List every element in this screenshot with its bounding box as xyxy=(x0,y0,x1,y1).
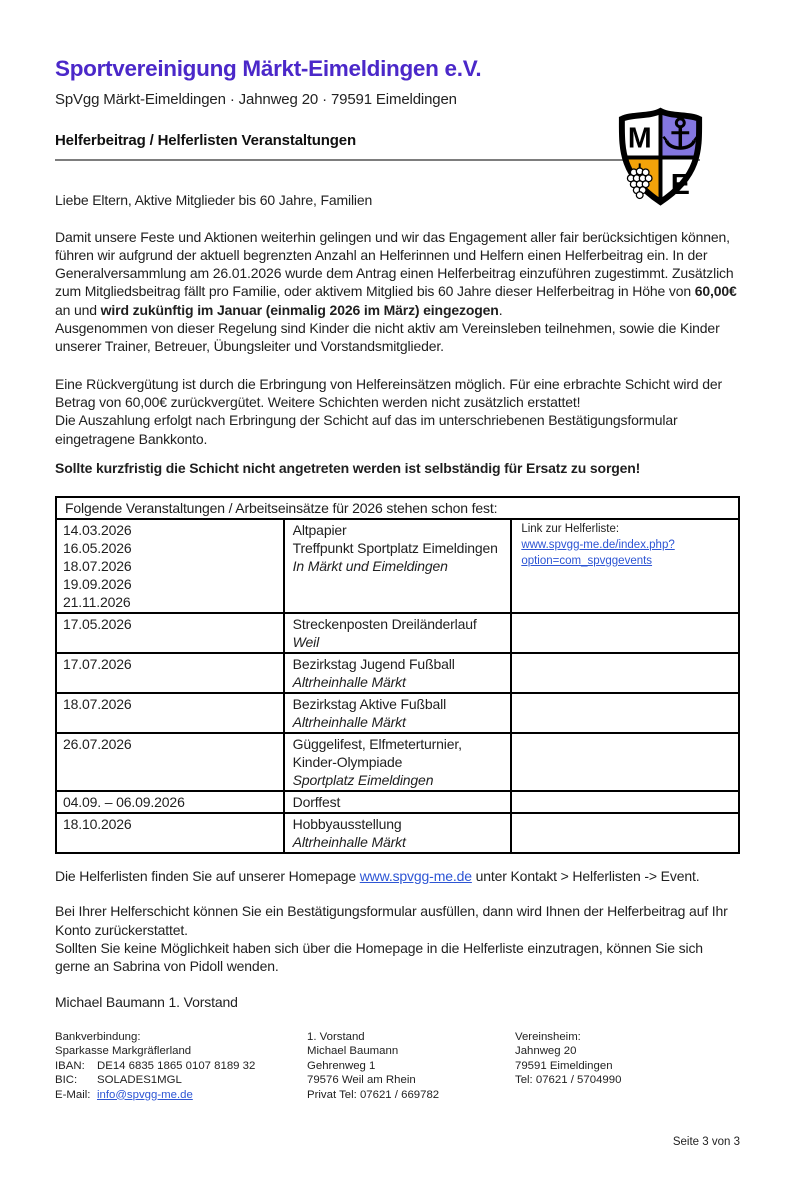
email-link[interactable]: info@spvgg-me.de xyxy=(97,1088,193,1101)
header-divider xyxy=(55,159,700,161)
table-row-hobbyausstellung xyxy=(56,813,739,853)
event-cell: Bezirkstag Aktive Fußball Altrheinhalle Märkt xyxy=(284,693,512,733)
event-cell: Hobbyausstellung Altrheinhalle Märkt xyxy=(284,813,512,853)
club-address-line: SpVgg Märkt-Eimeldingen · Jahnweg 20 · 79591 Eimeldingen xyxy=(55,91,457,108)
link-cell xyxy=(511,519,739,613)
crest-m-letter: M xyxy=(627,122,652,155)
event-cell: Güggelifest, Elfmeterturnier, Kinder-Olympiade Sportplatz Eimeldingen xyxy=(284,733,512,791)
date-cell: 26.07.2026 xyxy=(56,733,284,791)
date-cell: 18.07.2026 xyxy=(56,693,284,733)
club-crest-logo xyxy=(611,104,710,207)
document-page xyxy=(0,55,794,1178)
table-header-row xyxy=(56,497,739,519)
clubhouse-column: Vereinsheim: Jahnweg 20 79591 Eimeldingen Tel: 07621 / 5704990 xyxy=(515,1030,622,1087)
homepage-paragraph: Die Helferlisten finden Sie auf unserer Homepage www.spvgg-me.de unter Kontakt > Helferlisten -> Event. xyxy=(55,868,700,885)
helferliste-link-label: Link zur Helferliste: xyxy=(521,523,620,536)
refund-paragraph: Eine Rückvergütung ist durch die Erbringung von Helfereinsätzen möglich. Für eine erbrachte Schicht wird der Betrag von 60,00€ zurückvergütet. Weitere Schichten werden nicht zusätzlich erstattet! Die Auszahlung erfolgt nach Erbringung der Schicht auf das im unterschriebenen Bestätigungsformular eingetragene Bankkonto. xyxy=(55,375,723,447)
table-row-bezirkstag-jugend xyxy=(56,653,739,693)
event-cell: Bezirkstag Jugend Fußball Altrheinhalle Märkt xyxy=(284,653,512,693)
chairman-column: 1. Vorstand Michael Baumann Gehrenweg 1 79576 Weil am Rhein Privat Tel: 07621 / 669782 xyxy=(307,1030,440,1101)
link-cell xyxy=(511,733,739,791)
helferliste-link[interactable]: www.spvgg-me.de/index.php?option=com_spvggevents xyxy=(521,539,675,568)
homepage-link[interactable]: www.spvgg-me.de xyxy=(359,868,472,885)
link-cell xyxy=(511,653,739,693)
table-row-streckenposten xyxy=(56,613,739,653)
table-row-bezirkstag-aktive xyxy=(56,693,739,733)
replacement-warning: Sollte kurzfristig die Schicht nicht angetreten werden ist selbständig für Ersatz zu sorgen! xyxy=(55,459,641,476)
table-row-gueggelifest xyxy=(56,733,739,791)
document-heading: Helferbeitrag / Helferlisten Veranstaltungen xyxy=(55,132,356,149)
bank-details-column: Bankverbindung: Sparkasse Markgräflerland IBAN: DE14 6835 1865 0107 8189 32 BIC: SOLADES1MGL E-Mail: info@spvgg-me.de xyxy=(55,1030,256,1101)
date-cell: 17.05.2026 xyxy=(56,613,284,653)
table-header-cell: Folgende Veranstaltungen / Arbeitseinsätze für 2026 stehen schon fest: xyxy=(56,497,739,519)
link-cell xyxy=(511,813,739,853)
date-cell: 18.10.2026 xyxy=(56,813,284,853)
contact-footer xyxy=(55,1030,740,1102)
table-row-altpapier xyxy=(56,519,739,613)
table-row-dorffest xyxy=(56,791,739,813)
salutation-text: Liebe Eltern, Aktive Mitglieder bis 60 Jahre, Familien xyxy=(55,192,373,209)
intro-paragraph: Damit unsere Feste und Aktionen weiterhin gelingen und wir das Engagement aller fair berücksichtigen können, führen wir aufgrund der aktuell begrenzten Anzahl an Helferinnen und Helfern einen Helferbeitrag ein. In der Generalversammlung am 26.01.2026 wurde dem Antrag einen Helferbeitrag einzuführen zugestimmt. Zusätzlich zum Mitgliedsbeitrag fällt pro Familie, oder aktivem Mitglied bis 60 Jahre dieser Helferbeitrag in Höhe von 60,00€ an und wird zukünftig im Januar (einmalig 2026 im März) eingezogen. Ausgenommen von dieser Regelung sind Kinder die nicht aktiv am Vereinsleben teilnehmen, sowie die Kinder unserer Trainer, Betreuer, Übungsleiter und Vorstandsmitglieder. xyxy=(55,228,737,355)
event-cell: Dorffest xyxy=(284,791,512,813)
event-cell: Altpapier Treffpunkt Sportplatz Eimeldingen In Märkt und Eimeldingen xyxy=(284,519,512,613)
date-cell: 14.03.2026 16.05.2026 18.07.2026 19.09.2026 21.11.2026 xyxy=(56,519,284,613)
signature-line: Michael Baumann 1. Vorstand xyxy=(55,993,238,1010)
link-cell xyxy=(511,693,739,733)
event-cell: Streckenposten Dreiländerlauf Weil xyxy=(284,613,512,653)
club-title: Sportvereinigung Märkt-Eimeldingen e.V. xyxy=(55,56,482,81)
confirmation-paragraph: Bei Ihrer Helferschicht können Sie ein Bestätigungsformular ausfüllen, dann wird Ihnen der Helferbeitrag auf Ihr Konto zurückerstattet. Sollten Sie keine Möglichkeit haben sich über die Homepage in die Helferliste einzutragen, können Sie sich gerne an Sabrina von Pidoll wenden. xyxy=(55,903,728,975)
link-cell xyxy=(511,613,739,653)
date-cell: 17.07.2026 xyxy=(56,653,284,693)
link-cell xyxy=(511,791,739,813)
date-cell: 04.09. – 06.09.2026 xyxy=(56,791,284,813)
crest-e-letter: E xyxy=(670,169,690,202)
events-table xyxy=(55,496,740,854)
page-number: Seite 3 von 3 xyxy=(672,1135,740,1148)
